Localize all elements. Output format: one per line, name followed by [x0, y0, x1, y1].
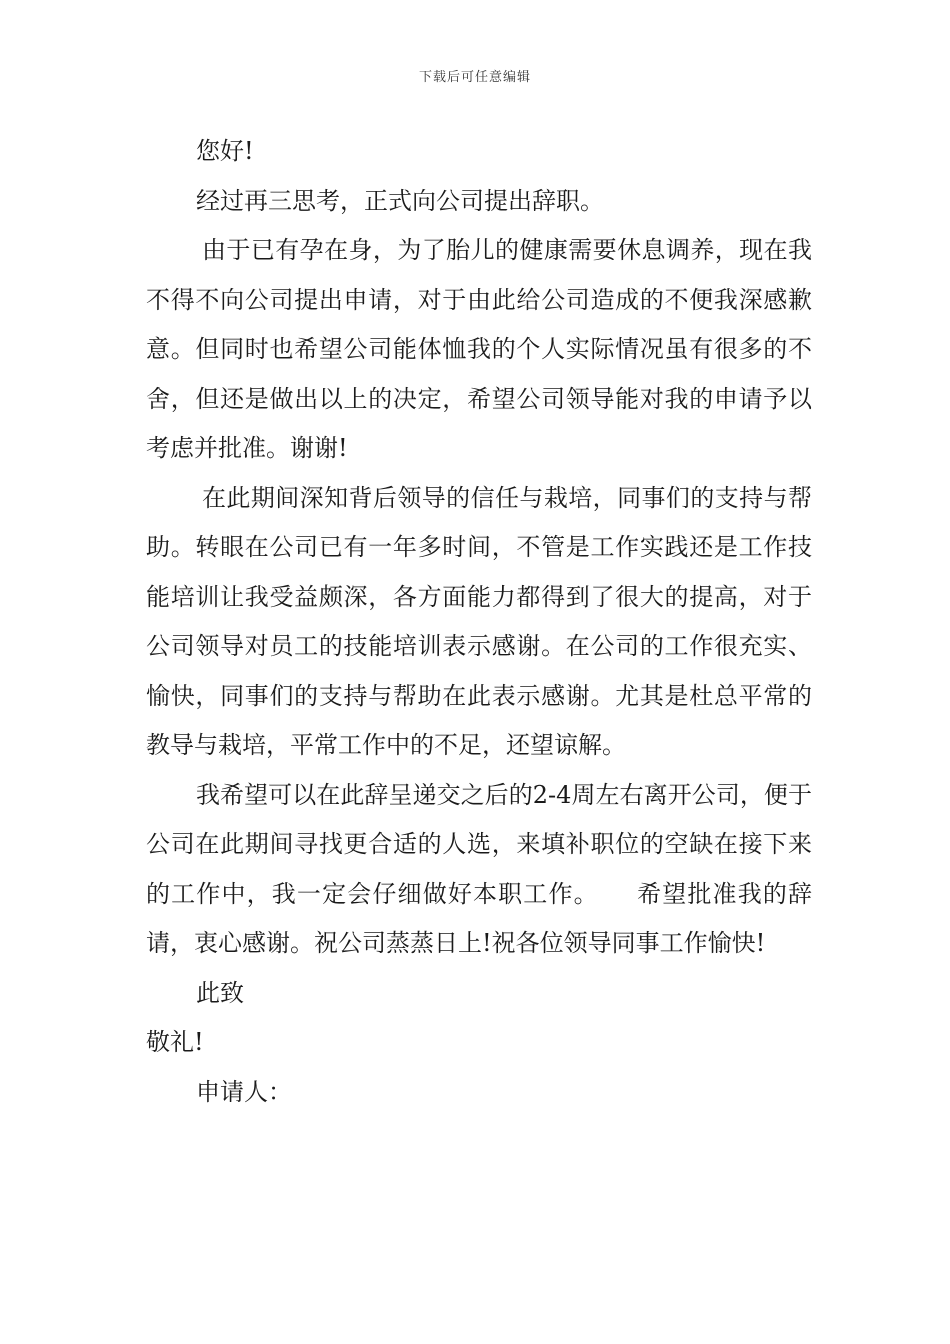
paragraph-intro: 经过再三思考，正式向公司提出辞职。 [196, 186, 604, 215]
signature-label: 申请人： [196, 1077, 292, 1106]
greeting: 您好! [196, 137, 254, 165]
paragraph-thanks: 在此期间深知背后领导的信任与栽培，同事们的支持与帮助。转眼在公司已有一年多时间，不管是工作实践还是工作技能培训让我受益颇深，各方面能力都得到了很大的提高，对于公司领导对员工的技能培训表示感谢。在公司的工作很充实、愉快，同事们的支持与帮助在此表示感谢。尤其是杜总平常的教导与栽培，平常工作中的不足，还望谅解。 [146, 483, 812, 759]
paragraph-plan: 我希望可以在此辞呈递交之后的2-4周左右离开公司，便于公司在此期间寻找更合适的人选，来填补职位的空缺在接下来的工作中，我一定会仔细做好本职工作。 希望批准我的辞请，衷心感谢。祝公司蒸蒸日上!祝各位领导同事工作愉快! [146, 780, 812, 957]
closing-line-2: 敬礼! [146, 1028, 204, 1056]
paragraph-reason: 由于已有孕在身，为了胎儿的健康需要休息调养，现在我不得不向公司提出申请，对于由此给公司造成的不便我深感歉意。但同时也希望公司能体恤我的个人实际情况虽有很多的不舍，但还是做出以上的决定，希望公司领导能对我的申请予以考虑并批准。谢谢! [146, 236, 812, 462]
header-note: 下载后可任意编辑 [418, 70, 531, 85]
closing-line-1: 此致 [196, 978, 244, 1007]
letter-body [146, 127, 812, 1117]
